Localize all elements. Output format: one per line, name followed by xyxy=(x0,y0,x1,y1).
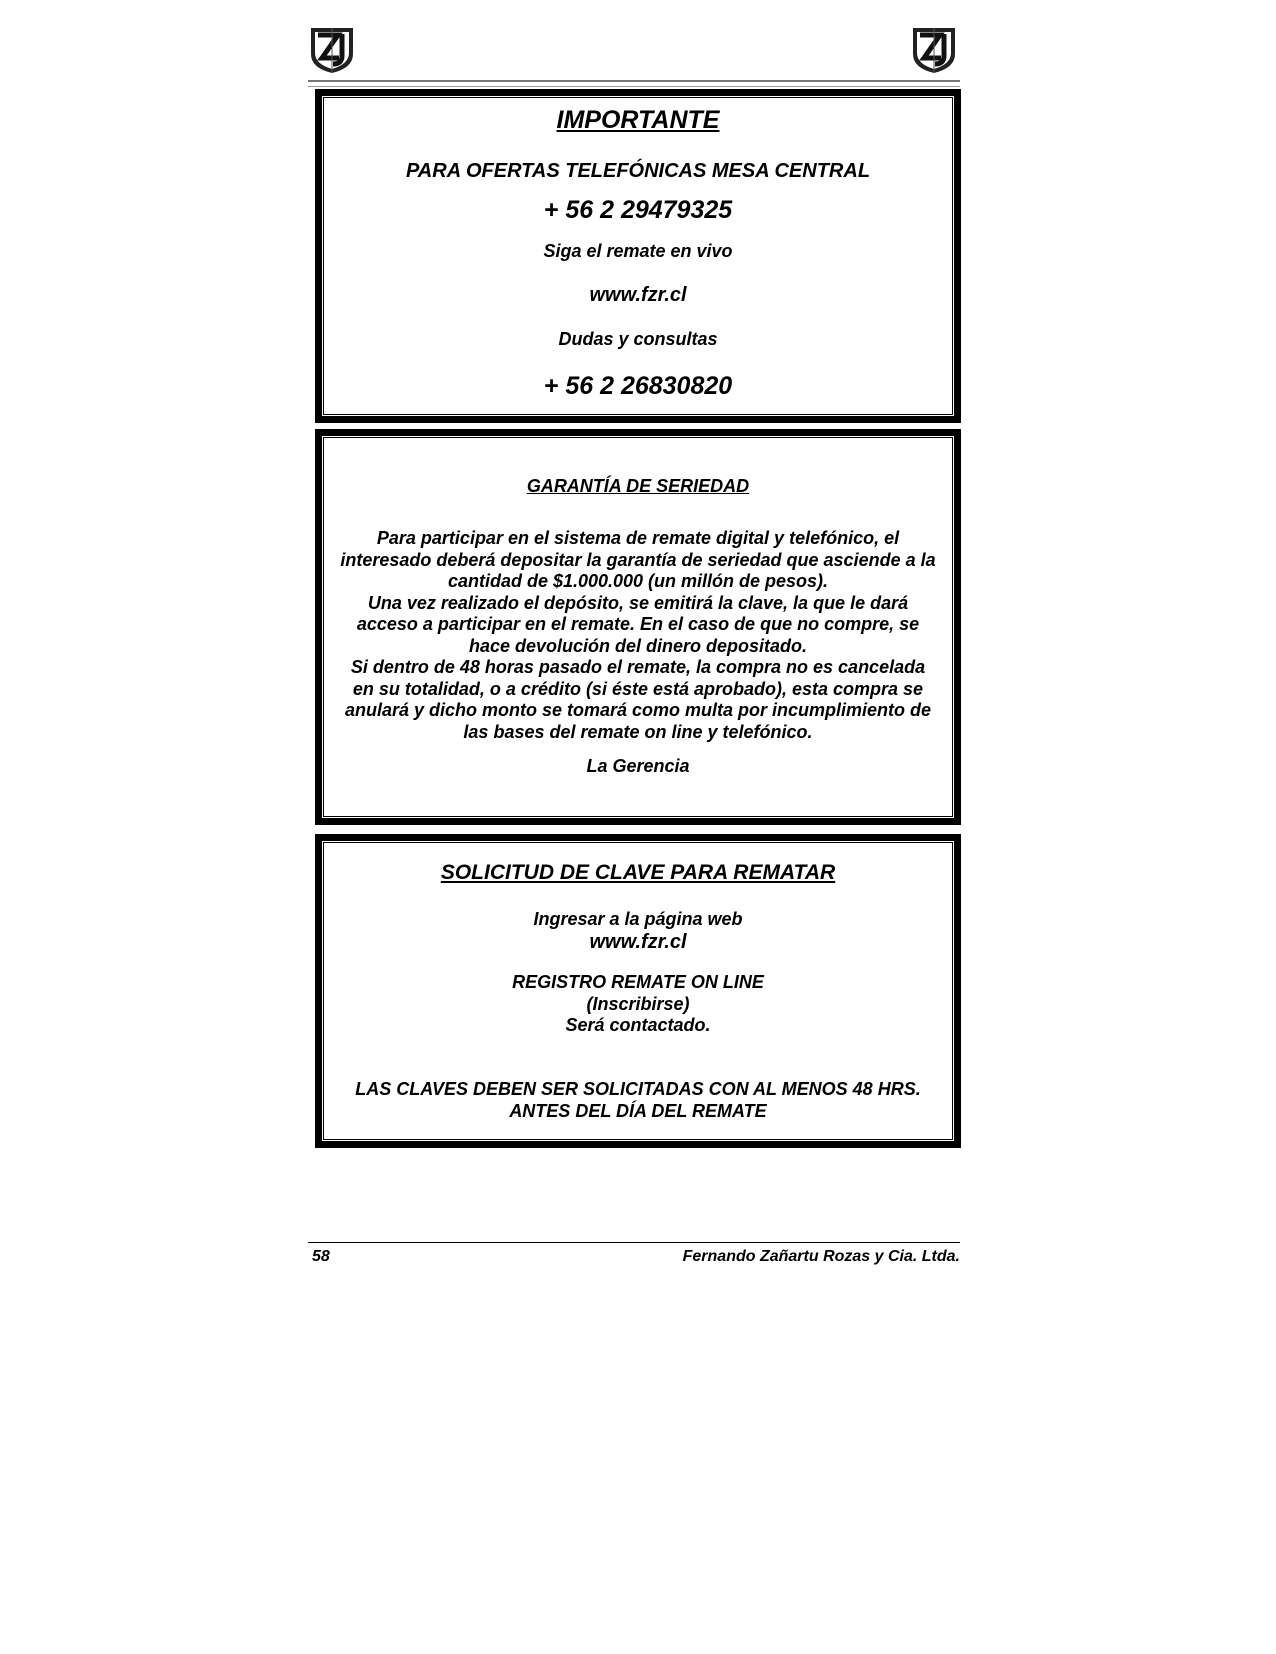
request-notice-line: ANTES DEL DÍA DEL REMATE xyxy=(509,1101,767,1121)
guarantee-line: Si dentro de 48 horas pasado el remate, la compra no es cancelada xyxy=(350,657,926,677)
request-register-label: REGISTRO REMATE ON LINE xyxy=(512,972,764,992)
guarantee-line: Para participar en el sistema de remate digital y telefónico, el xyxy=(376,528,900,548)
request-contacted-label: Será contactado. xyxy=(565,1015,711,1035)
footer-divider xyxy=(308,1242,960,1243)
guarantee-line: hace devolución del dinero depositado. xyxy=(468,635,808,656)
guarantee-line: en su totalidad, o a crédito (si éste está aprobado), esta compra se xyxy=(352,678,924,699)
header-divider xyxy=(308,80,960,87)
guarantee-signature: La Gerencia xyxy=(586,756,690,776)
important-box xyxy=(315,89,961,423)
fzr-logo-icon xyxy=(910,24,958,74)
request-subscribe-label: (Inscribirse) xyxy=(586,994,690,1014)
request-website-link[interactable]: www.fzr.cl xyxy=(589,931,687,953)
page-number: 58 xyxy=(312,1248,330,1265)
footer-company: Fernando Zañartu Rozas y Cia. Ltda. xyxy=(682,1248,960,1265)
guarantee-line: cantidad de $1.000.000 (un millón de pesos). xyxy=(447,571,829,591)
important-title: IMPORTANTE xyxy=(556,106,720,134)
fzr-logo-icon xyxy=(308,24,356,74)
guarantee-box xyxy=(315,429,961,825)
request-title: SOLICITUD DE CLAVE PARA REMATAR xyxy=(440,861,836,884)
mesa-central-label: PARA OFERTAS TELEFÓNICAS MESA CENTRAL xyxy=(405,160,871,182)
phone-questions: + 56 2 26830820 xyxy=(543,372,733,400)
live-auction-label: Siga el remate en vivo xyxy=(543,241,733,261)
request-box xyxy=(315,834,961,1148)
questions-label: Dudas y consultas xyxy=(558,329,718,349)
request-enter-label: Ingresar a la página web xyxy=(533,909,743,929)
guarantee-line: las bases del remate on line y telefónico. xyxy=(463,721,813,742)
phone-main: + 56 2 29479325 xyxy=(543,196,733,224)
guarantee-line: anulará y dicho monto se tomará como multa por incumplimiento de xyxy=(344,700,932,720)
guarantee-line: Una vez realizado el depósito, se emitirá la clave, la que le dará xyxy=(367,592,909,613)
request-notice-line: LAS CLAVES DEBEN SER SOLICITADAS CON AL MENOS 48 HRS. xyxy=(355,1079,921,1099)
guarantee-line: acceso a participar en el remate. En el caso de que no compre, se xyxy=(356,614,920,634)
guarantee-body xyxy=(324,528,952,743)
guarantee-line: interesado deberá depositar la garantía de seriedad que asciende a la xyxy=(340,549,936,570)
guarantee-title: GARANTÍA DE SERIEDAD xyxy=(526,476,750,496)
website-link[interactable]: www.fzr.cl xyxy=(589,284,687,306)
